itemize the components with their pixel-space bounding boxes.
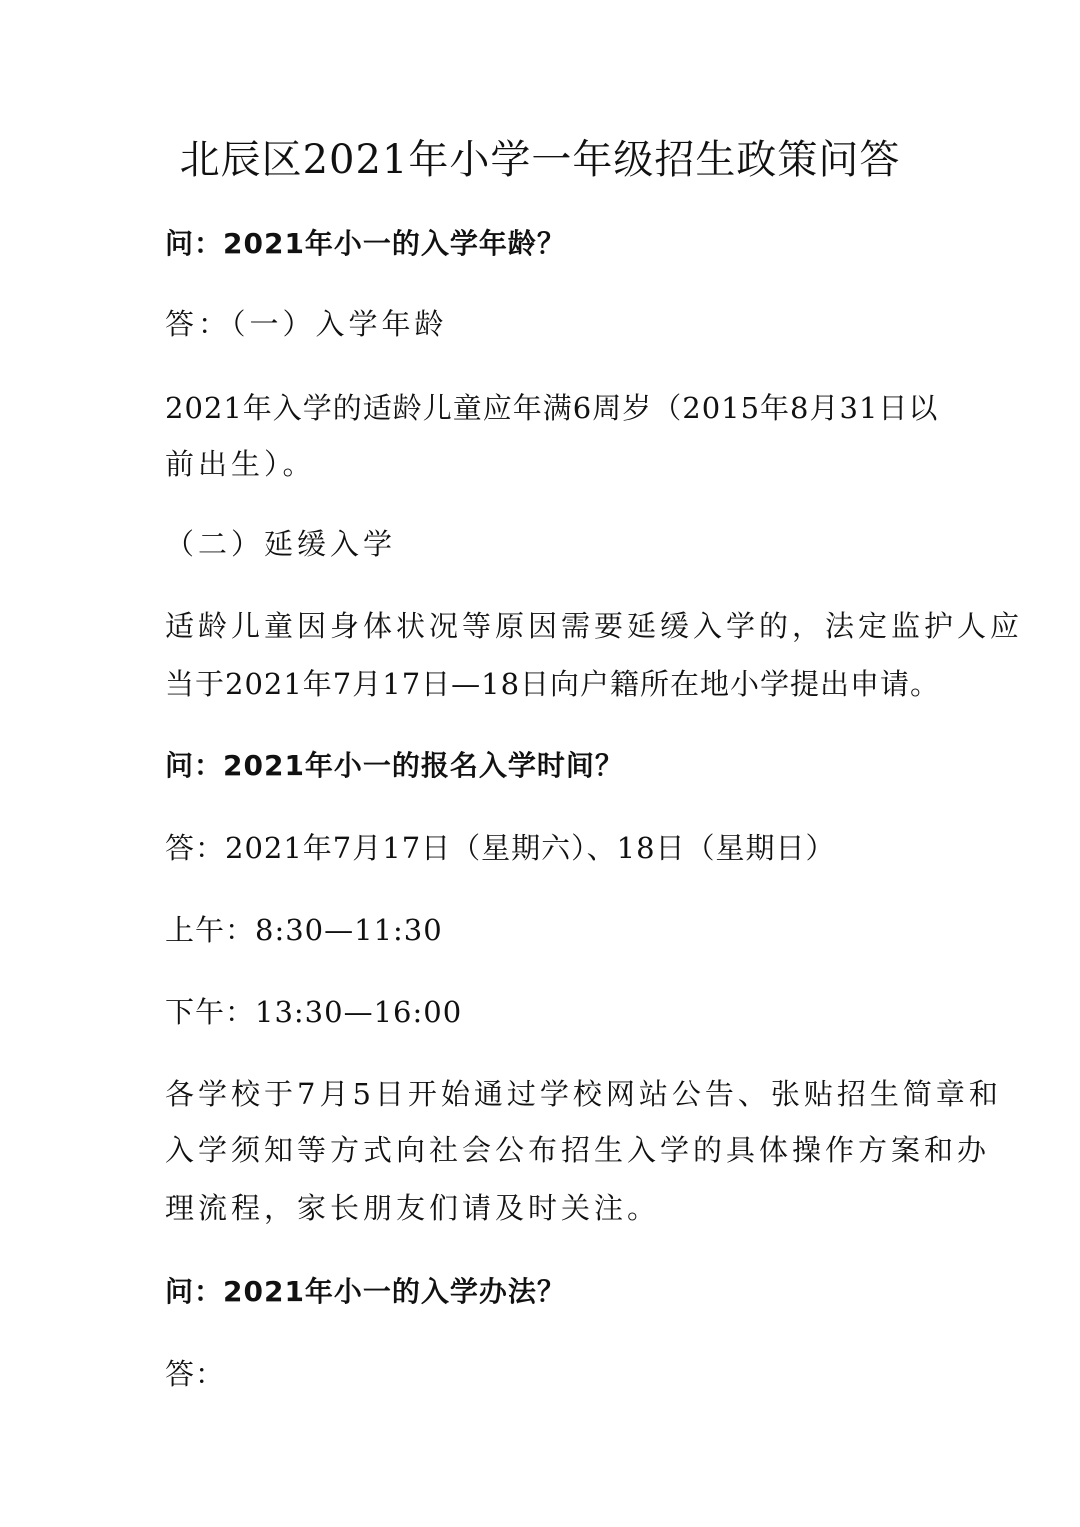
paragraph-notice-line-2: 入学须知等方式向社会公布招生入学的具体操作方案和办 (165, 1133, 991, 1167)
document-title: 北辰区2021年小学一年级招生政策问答 (179, 137, 901, 183)
question-3: 问：2021年小一的入学办法？ (165, 1275, 566, 1308)
question-1: 问：2021年小一的入学年龄？ (165, 227, 566, 260)
paragraph-age-line-2: 前出生）。 (165, 447, 316, 481)
paragraph-age-line-1: 2021年入学的适龄儿童应年满6周岁（2015年8月31日以 (165, 391, 939, 425)
paragraph-deferral-line-1: 适龄儿童因身体状况等原因需要延缓入学的，法定监护人应 (165, 609, 1024, 643)
deferral-heading: （二）延缓入学 (165, 527, 397, 561)
morning-hours: 上午：8:30—11:30 (165, 913, 443, 947)
answer-2-dates: 答：2021年7月17日（星期六）、18日（星期日） (165, 831, 836, 865)
answer-3-label: 答： (165, 1357, 226, 1391)
answer-1-heading: 答：（一）入学年龄 (165, 307, 448, 341)
paragraph-notice-line-3: 理流程，家长朋友们请及时关注。 (165, 1191, 661, 1225)
paragraph-deferral-line-2: 当于2021年7月17日—18日向户籍所在地小学提出申请。 (165, 667, 941, 701)
afternoon-hours: 下午：13:30—16:00 (165, 995, 463, 1029)
question-2: 问：2021年小一的报名入学时间？ (165, 749, 624, 782)
paragraph-notice-line-1: 各学校于7月5日开始通过学校网站公告、张贴招生简章和 (165, 1077, 1002, 1111)
